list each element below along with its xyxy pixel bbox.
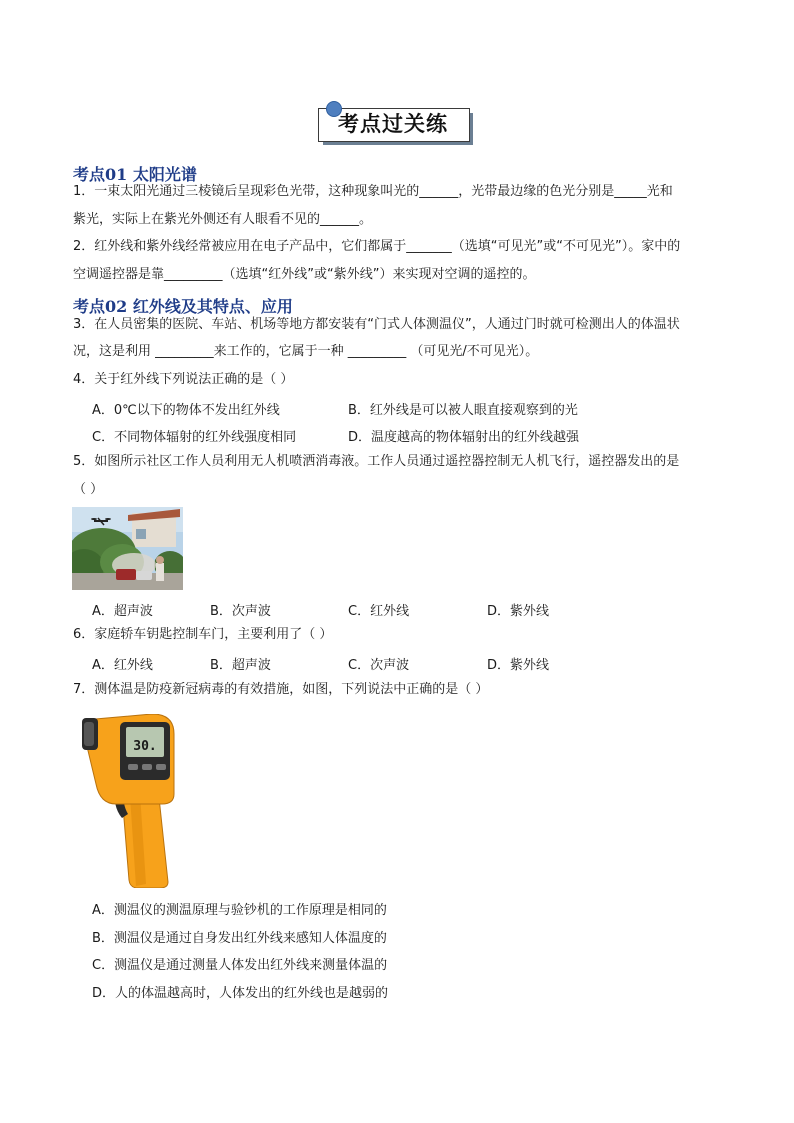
question-7-stem: 7．测体温是防疫新冠病毒的有效措施，如图，下列说法中正确的是（ ） xyxy=(73,682,489,697)
question-6-option-c: C．次声波 xyxy=(348,658,410,673)
question-4-option-b: B．红外线是可以被人眼直接观察到的光 xyxy=(348,403,578,418)
question-3-line-2: 况，这是利用 _________来工作的，它属于一种 _________ （可见光/不可见光）。 xyxy=(73,344,539,359)
banner-title: 考点过关练 xyxy=(338,112,448,136)
question-6-stem: 6．家庭轿车钥匙控制车门，主要利用了（ ） xyxy=(73,627,333,642)
section-heading-solar-spectrum: 考点01 太阳光谱 xyxy=(73,165,197,184)
question-2-line-2: 空调遥控器是靠_________（选填“红外线”或“紫外线”）来实现对空调的遥控的。 xyxy=(73,267,536,282)
question-1-line-1: 1．一束太阳光通过三棱镜后呈现彩色光带，这种现象叫光的______，光带最边缘的色光分别是_____光和 xyxy=(73,184,673,199)
question-2-line-1: 2．红外线和紫外线经常被应用在电子产品中，它们都属于_______（选填“可见光”或“不可见光”）。家中的 xyxy=(73,239,681,254)
drone-spraying-photo xyxy=(72,507,183,590)
question-7-option-c: C．测温仪是通过测量人体发出红外线来测量体温的 xyxy=(92,958,388,973)
question-5-stem-line-2: （ ） xyxy=(73,482,104,497)
question-7-option-a: A．测温仪的测温原理与验钞机的工作原理是相同的 xyxy=(92,903,387,918)
infrared-thermometer-image xyxy=(82,714,178,888)
question-4-option-c: C．不同物体辐射的红外线强度相同 xyxy=(92,430,297,445)
thermometer-display: 30. xyxy=(133,739,157,754)
question-5-option-b: B．次声波 xyxy=(210,604,271,619)
question-4-option-a: A．0℃以下的物体不发出红外线 xyxy=(92,403,280,418)
question-4-stem: 4．关于红外线下列说法正确的是（ ） xyxy=(73,372,294,387)
question-5-option-c: C．红外线 xyxy=(348,604,410,619)
question-6-option-a: A．红外线 xyxy=(92,658,153,673)
question-3-line-1: 3．在人员密集的医院、车站、机场等地方都安装有“门式人体测温仪”，人通过门时就可检测出人的体温状 xyxy=(73,317,680,332)
question-7-option-b: B．测温仪是通过自身发出红外线来感知人体温度的 xyxy=(92,931,387,946)
question-5-stem-line-1: 5．如图所示社区工作人员利用无人机喷洒消毒液。工作人员通过遥控器控制无人机飞行，遥控器发出的是 xyxy=(73,454,680,469)
section-heading-infrared: 考点02 红外线及其特点、应用 xyxy=(73,297,293,316)
question-4-option-d: D．温度越高的物体辐射出的红外线越强 xyxy=(348,430,580,445)
question-5-option-d: D．紫外线 xyxy=(487,604,550,619)
question-6-option-d: D．紫外线 xyxy=(487,658,550,673)
question-6-option-b: B．超声波 xyxy=(210,658,271,673)
question-5-option-a: A．超声波 xyxy=(92,604,153,619)
title-banner xyxy=(318,103,474,141)
question-7-option-d: D．人的体温越高时，人体发出的红外线也是越弱的 xyxy=(92,986,389,1001)
question-1-line-2: 紫光，实际上在紫光外侧还有人眼看不见的______。 xyxy=(73,212,373,227)
